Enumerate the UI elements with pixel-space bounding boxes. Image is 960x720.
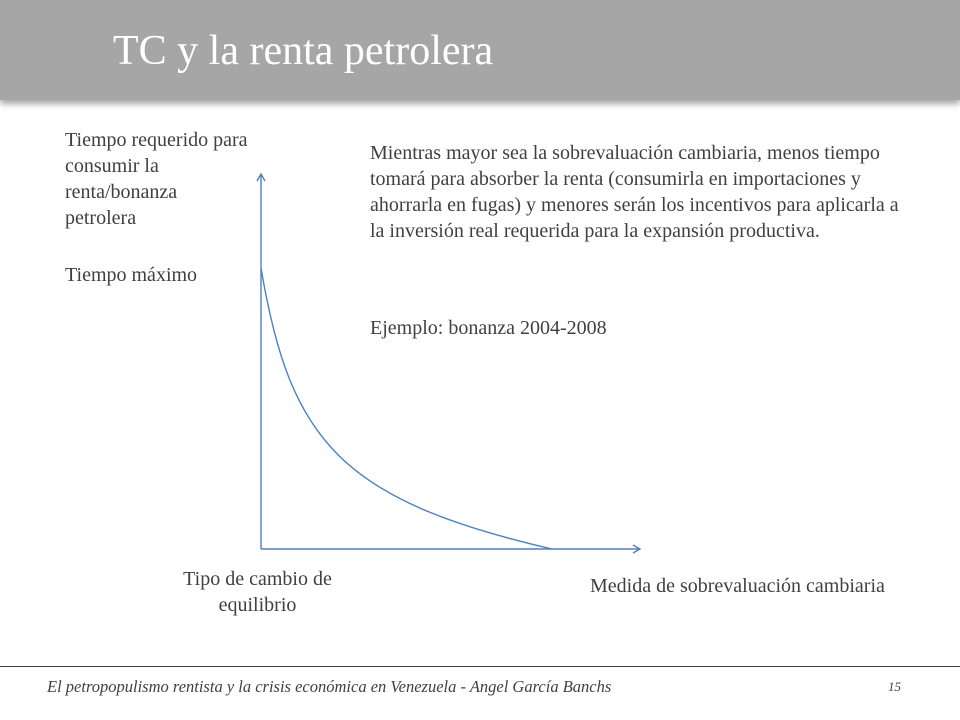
page-number: 15	[888, 679, 901, 694]
slide-title: TC y la renta petrolera	[113, 28, 494, 74]
footer-text: El petropopulismo rentista y la crisis económica en Venezuela - Angel García Banchs	[47, 677, 612, 696]
x-axis-label: Medida de sobrevaluación cambiaria	[590, 575, 885, 597]
x-origin-label: Tipo de cambio de equilibrio	[183, 568, 332, 616]
example-text: Ejemplo: bonanza 2004-2008	[370, 317, 607, 339]
y-max-label: Tiempo máximo	[65, 264, 198, 286]
explanation-text: Mientras mayor sea la sobrevaluación cambiaria, menos tiempo tomará para absorber la renta (consumirla en importaciones y ahorrarla en fugas) y menores serán los incentivos para aplicarla a la inversión real requerida para la expansión productiva.	[370, 142, 899, 242]
y-axis-label: Tiempo requerido para consumir la renta/bonanza petrolera	[65, 129, 248, 229]
time-vs-overvaluation-curve	[261, 268, 552, 549]
footer-divider	[0, 666, 960, 667]
